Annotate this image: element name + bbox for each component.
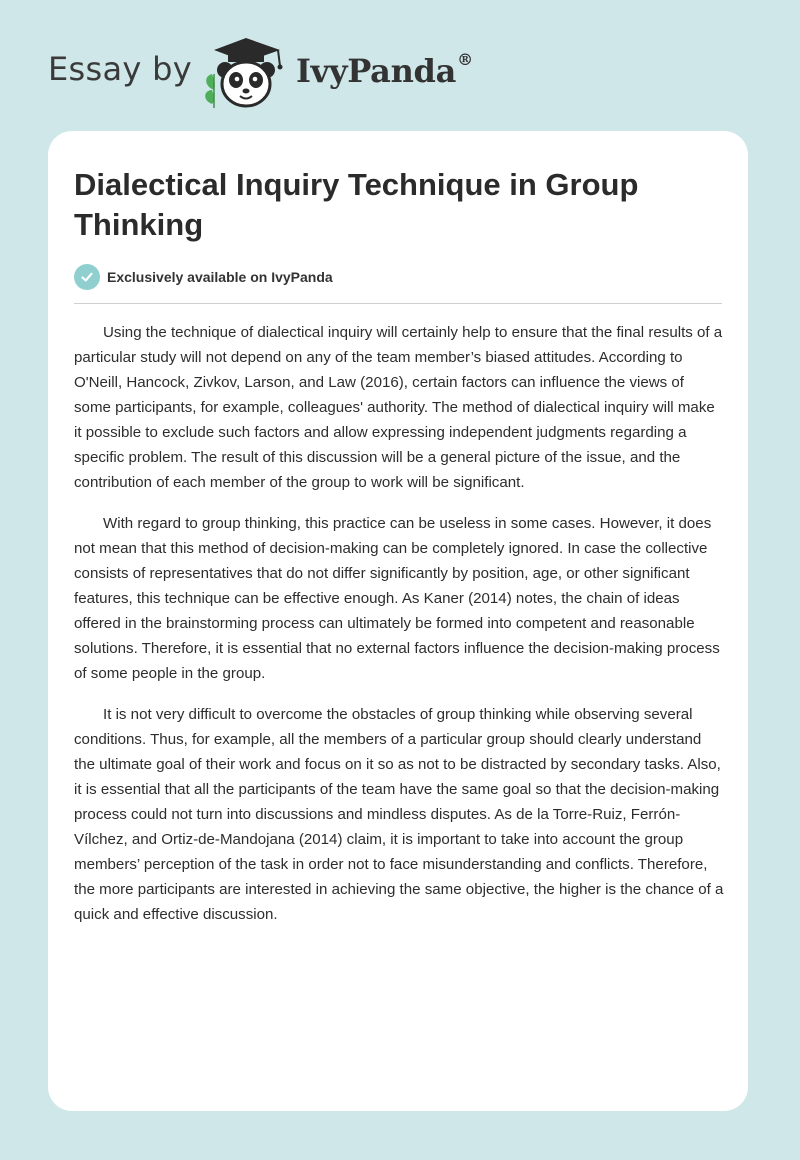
paragraph: It is not very difficult to overcome the obstacles of group thinking while observing several conditions. Thus, for example, all the members of a particular group should clearly understand the ultimate goal of their work and focus on it so as not to be distracted by secondary tasks. Also, it is essential that all the participants of the team have the same goal so that the decision-making process could not turn into discussions and mindless disputes. As de la Torre-Ruiz, Ferrón-Vílchez, and Ortiz-de-Mandojana (2014) claim, it is important to take into account the group members’ perception of the task in order not to face misunderstanding and conflicts. Therefore, the more participants are interested in achieving the same objective, the higher is the chance of a quick and effective discussion. bbox=[74, 706, 724, 923]
paragraph: Using the technique of dialectical inquiry will certainly help to ensure that the final results of a particular study will not depend on any of the team member’s biased attitudes. According to O'Neill, Hancock, Zivkov, Larson, and Law (2016), certain factors can influence the views of some participants, for example, colleagues' authority. The method of dialectical inquiry will make it possible to exclude such factors and allow expressing independent judgments regarding a specific problem. The result of this discussion will be a general picture of the issue, and the contribution of each member of the group to work will be significant. bbox=[74, 324, 723, 491]
exclusive-badge bbox=[74, 264, 333, 290]
essay-by-label: Essay by bbox=[48, 50, 192, 88]
brand-name[interactable]: IvyPanda® bbox=[296, 50, 473, 90]
site-header bbox=[0, 0, 800, 130]
essay-body bbox=[74, 320, 724, 943]
check-circle-icon bbox=[74, 264, 100, 290]
registered-mark: ® bbox=[457, 50, 473, 69]
divider bbox=[74, 303, 722, 304]
page-title: Dialectical Inquiry Technique in Group Thinking bbox=[74, 167, 639, 242]
panda-graduate-icon[interactable] bbox=[200, 34, 292, 110]
essay-card bbox=[48, 131, 748, 1111]
exclusive-badge-label: Exclusively available on IvyPanda bbox=[107, 269, 333, 285]
paragraph: With regard to group thinking, this practice can be useless in some cases. However, it does not mean that this method of decision-making can be completely ignored. In case the collective consists of representatives that do not differ significantly by position, age, or other significant features, this technique can be effective enough. As Kaner (2014) notes, the chain of ideas offered in the brainstorming process can ultimately be formed into competent and reasonable solutions. Therefore, it is essential that no external factors influence the decision-making process of some people in the group. bbox=[74, 515, 720, 682]
